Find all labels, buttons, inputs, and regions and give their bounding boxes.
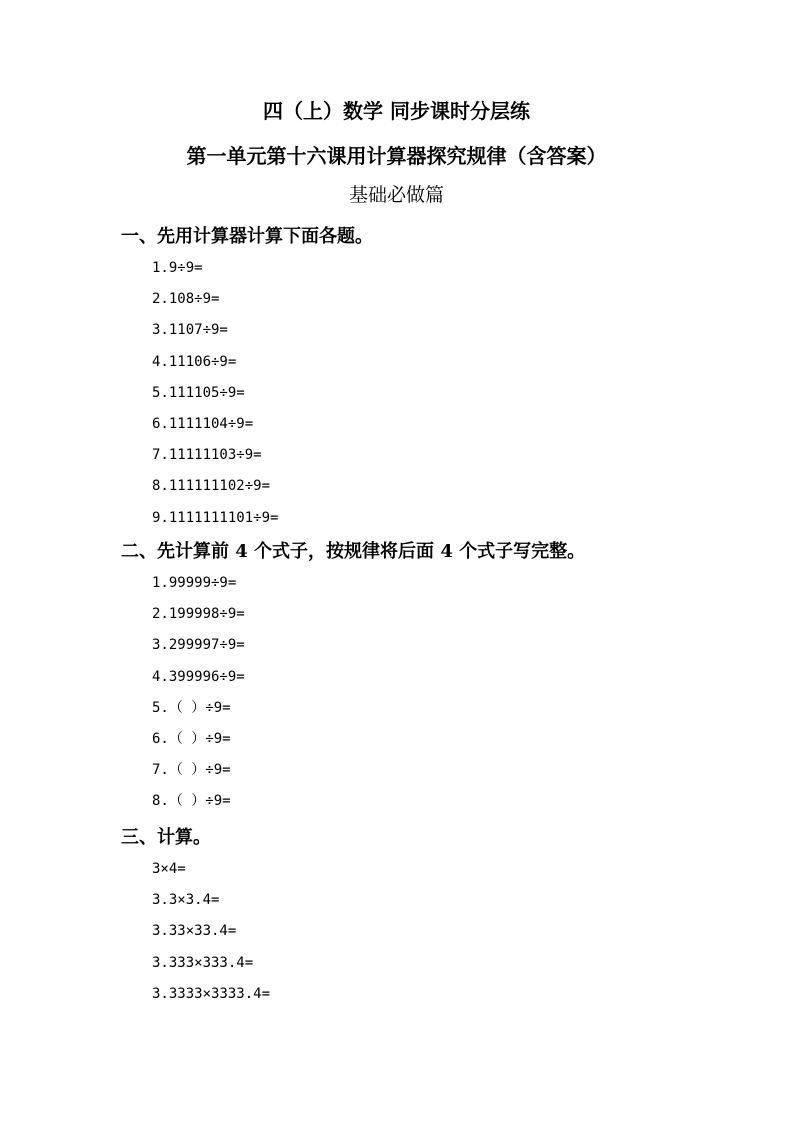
problem-item: 7.11111103÷9= — [152, 447, 262, 464]
problem-item: 8.（ ）÷9= — [152, 793, 231, 810]
problem-item: 2.199998÷9= — [152, 606, 245, 623]
problem-item: 5.（ ）÷9= — [152, 699, 231, 716]
section-2-heading: 二、先计算前 4 个式子，按规律将后面 4 个式子写完整。 — [121, 541, 586, 562]
section-1-heading: 一、先用计算器计算下面各题。 — [121, 226, 373, 247]
problem-item: 3.299997÷9= — [152, 637, 245, 654]
lesson-subtitle: 第一单元第十六课用计算器探究规律（含答案） — [186, 144, 607, 168]
section-3-heading: 三、计算。 — [121, 827, 211, 848]
problem-item: 7.（ ）÷9= — [152, 762, 231, 779]
problem-item: 2.108÷9= — [152, 291, 220, 308]
problem-item: 4.11106÷9= — [152, 353, 237, 370]
problem-item: 8.111111102÷9= — [152, 478, 271, 495]
problem-item: 3.33×33.4= — [152, 923, 237, 940]
section-1-problem-list — [152, 258, 278, 539]
problem-item: 3.3333×3333.4= — [152, 985, 271, 1002]
problem-item: 6.1111104÷9= — [152, 415, 254, 432]
problem-item: 5.111105÷9= — [152, 384, 245, 401]
problem-item: 3×4= — [152, 861, 186, 877]
problem-item: 1.9÷9= — [152, 260, 203, 276]
level-heading: 基础必做篇 — [348, 184, 444, 206]
problem-item: 3.333×333.4= — [152, 954, 254, 971]
problem-item: 3.1107÷9= — [152, 322, 228, 339]
problem-item: 9.1111111101÷9= — [152, 509, 279, 526]
page-title: 四（上）数学 同步课时分层练 — [263, 99, 530, 123]
problem-item: 6.（ ）÷9= — [152, 730, 231, 747]
problem-item: 4.399996÷9= — [152, 668, 245, 685]
problem-item: 1.99999÷9= — [152, 575, 237, 591]
section-3-problem-list — [152, 859, 270, 1015]
problem-item: 3.3×3.4= — [152, 892, 220, 909]
section-2-problem-list — [152, 573, 245, 823]
